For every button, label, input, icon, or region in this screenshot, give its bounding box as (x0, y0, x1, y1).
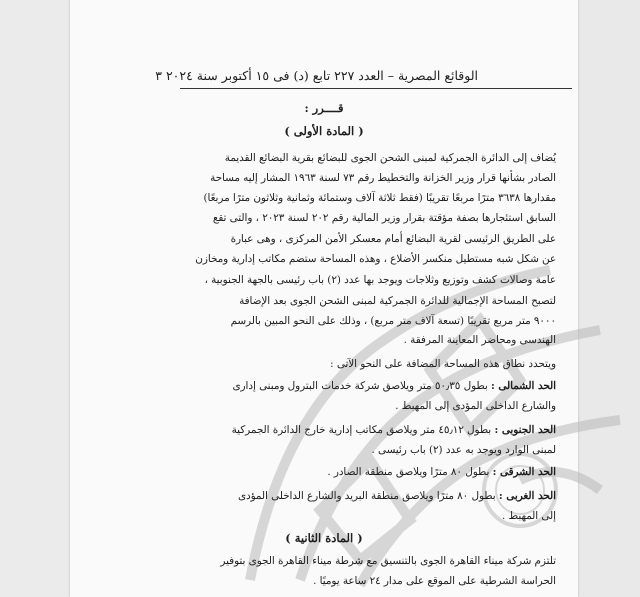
article-1-line: الهندسى ومحاضر المعاينة المرفقة . (403, 334, 556, 346)
boundary-north-cont: والشارع الداخلى المؤدى إلى المهبط . (395, 400, 556, 412)
boundary-text: بطول ٤٥٫١٢ متر ويلاصق مكاتب إدارية خارج الدائرة الجمركية (231, 424, 492, 436)
boundary-east (327, 466, 556, 478)
article-1-line: لتصبح المساحة الإجمالية للدائرة الجمركية لمبنى الشحن الجوى بعد الإضافة (239, 295, 556, 307)
boundary-south-cont: لمبنى الوارد ويوجد به عدد (٢) باب رئيسى . (371, 444, 556, 456)
boundary-west-cont: إلى المهبط . (502, 510, 556, 522)
article-1-line: يُضاف إلى الدائرة الجمركية لمبنى الشحن الجوى للبضائع بقرية البضائع القديمة (224, 152, 556, 164)
boundaries-intro: ويتحدد نطاق هذه المساحة المضافة على النحو الآتى : (330, 358, 556, 370)
document-page (70, 0, 578, 597)
boundary-label: الحد الغربى : (498, 490, 556, 502)
article-1-line: الصادر بشأنها قرار وزير الخزانة والتخطيط رقم ٧٣ لسنة ١٩٦٣ المشار إليه مساحة (210, 172, 556, 184)
boundary-north (232, 380, 556, 392)
article-2-title: ( المادة الثانية ) (285, 531, 363, 545)
left-margin-background (0, 0, 70, 597)
boundary-south (232, 424, 556, 436)
decision-title: قــــرر : (304, 101, 344, 115)
article-1-line: عن شكل شبه مستطيل منكسر الأضلاع ، وهذه المساحة ستضم مكاتب إدارية ومخازن (195, 253, 556, 265)
boundary-label: الحد الشرقى : (492, 466, 556, 478)
boundary-west (238, 490, 556, 502)
header-rule (180, 88, 572, 89)
article-1-title: ( المادة الأولى ) (284, 124, 364, 138)
page-header: الوقائع المصرية – العدد ٢٢٧ تابع (د) فى ١٥ أكتوبر سنة ٢٠٢٤ ٣ (155, 68, 478, 83)
boundary-label: الحد الجنوبى : (494, 424, 556, 436)
boundary-text: بطول ٨٠ مترًا ويلاصق منطقة الصادر . (327, 466, 490, 478)
article-1-line: مقدارها ٣٦٣٨ مترًا مربعًا تقريبًا (فقط ثلاثة آلاف وستمائة وثمانية وثلاثون مترًا مربعًا) (203, 192, 556, 204)
article-2-line: تلتزم شركة ميناء القاهرة الجوى بالتنسيق مع شرطة ميناء القاهرة الجوى بتوفير (220, 555, 556, 567)
boundary-text: بطول ٥٠٫٣٥ متر ويلاصق شركة خدمات البترول ومبنى إدارى (232, 380, 488, 392)
article-1-line: ٩٠٠٠ متر مربع تقريبًا (تسعة آلاف متر مربع) ، وذلك على النحو المبين بالرسم (230, 315, 556, 327)
boundary-label: الحد الشمالى : (490, 380, 556, 392)
article-1-line: على الطريق الرئيسى لقرية البضائع أمام معسكر الأمن المركزى ، وهى عبارة (230, 233, 556, 245)
right-margin-background (578, 0, 640, 597)
boundary-text: بطول ٨٠ مترًا ويلاصق منطقة البريد والشارع الداخلى المؤدى (237, 490, 496, 502)
article-1-line: السابق استئجارها بصفة مؤقتة بقرار وزير المالية رقم ٢٠٢ لسنة ٢٠٢٣ ، والتى تقع (212, 212, 556, 224)
article-1-line: عامة وصالات كشف وتوزيع وثلاجات ويوجد بها عدد (٢) باب رئيسى بالجهة الجنوبية ، (204, 274, 556, 286)
article-2-line: الحراسة الشرطية على الموقع على مدار ٢٤ ساعة يوميًا . (313, 575, 556, 587)
